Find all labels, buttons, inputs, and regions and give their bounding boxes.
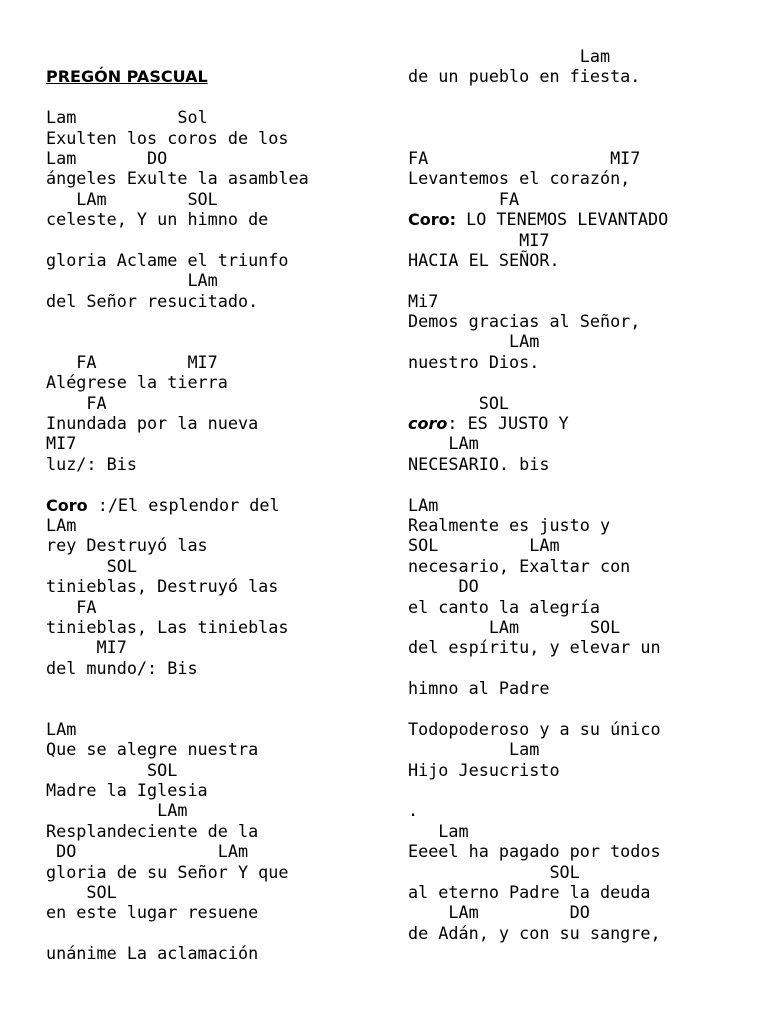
right-line xyxy=(408,658,748,678)
left-line: del mundo/: Bis xyxy=(46,657,198,678)
left-line: Exulten los coros de los xyxy=(46,127,289,148)
right-line: LAm xyxy=(408,331,540,352)
right-line xyxy=(408,87,748,107)
coro-label: Coro: xyxy=(408,210,457,230)
left-line: LAm xyxy=(46,514,77,535)
left-line: SOL xyxy=(46,882,117,903)
left-line: SOL xyxy=(46,555,137,576)
left-line: Alégrese la tierra xyxy=(46,372,228,393)
left-line: LAm xyxy=(46,718,77,739)
right-line: FA xyxy=(408,188,520,209)
left-line: tinieblas, Las tinieblas xyxy=(46,616,289,637)
right-line: Lam xyxy=(408,739,540,760)
right-line: SOL xyxy=(408,392,510,413)
right-line: Demos gracias al Señor, xyxy=(408,311,641,332)
left-line xyxy=(46,87,386,107)
right-line: Eeeel ha pagado por todos xyxy=(408,841,661,862)
left-line: rey Destruyó las xyxy=(46,535,208,556)
right-line: de un pueblo en fiesta. xyxy=(408,66,641,87)
right-line xyxy=(408,699,748,719)
left-line: Que se alegre nuestra xyxy=(46,739,259,760)
coro-line xyxy=(408,413,748,433)
left-line xyxy=(46,699,386,719)
right-line: el canto la alegría xyxy=(408,596,600,617)
left-line: gloria Aclame el triunfo xyxy=(46,249,289,270)
left-column xyxy=(46,46,386,964)
coro-label: Coro xyxy=(46,495,88,515)
right-line: Mi7 xyxy=(408,290,439,311)
left-line xyxy=(46,474,386,494)
right-line xyxy=(408,780,748,800)
right-line: DO xyxy=(408,576,479,597)
right-line: Realmente es justo y xyxy=(408,514,611,535)
right-line: Lam xyxy=(408,46,611,66)
right-line: del espíritu, y elevar un xyxy=(408,637,661,658)
left-line: tinieblas, Destruyó las xyxy=(46,576,279,597)
right-line: al eterno Padre la deuda xyxy=(408,882,651,903)
right-line: LAm DO xyxy=(408,902,590,923)
right-line xyxy=(408,270,748,290)
left-line: MI7 xyxy=(46,433,77,454)
right-line: necesario, Exaltar con xyxy=(408,555,631,576)
left-line: DO LAm xyxy=(46,841,249,862)
left-line xyxy=(46,678,386,698)
coro-text: :/El esplendor del xyxy=(87,494,280,515)
right-line: Hijo Jesucristo xyxy=(408,759,560,780)
left-line: Madre la Iglesia xyxy=(46,780,208,801)
right-column xyxy=(408,46,748,943)
right-line: SOL xyxy=(408,861,580,882)
page-title: PREGÓN PASCUAL xyxy=(46,67,208,87)
right-line xyxy=(408,128,748,148)
right-line: Todopoderoso y a su único xyxy=(408,718,661,739)
coro-label: coro xyxy=(408,414,448,434)
right-line: LAm SOL xyxy=(408,616,621,637)
right-line xyxy=(408,474,748,494)
right-line: himno al Padre xyxy=(408,678,550,699)
left-line: gloria de su Señor Y que xyxy=(46,861,289,882)
right-line: NECESARIO. bis xyxy=(408,453,550,474)
right-line: HACIA EL SEÑOR. xyxy=(408,249,560,270)
right-line: de Adán, y con su sangre, xyxy=(408,922,661,943)
left-line: LAm SOL xyxy=(46,188,218,209)
left-line: FA xyxy=(46,596,97,617)
left-line: FA xyxy=(46,392,107,413)
coro-line xyxy=(46,495,386,515)
left-line: MI7 xyxy=(46,637,127,658)
left-line: Inundada por la nueva xyxy=(46,413,259,434)
coro-text: : ES JUSTO Y xyxy=(447,413,569,434)
left-line: Lam DO xyxy=(46,147,168,168)
coro-line xyxy=(408,209,748,229)
left-line xyxy=(46,331,386,351)
right-line xyxy=(408,107,748,127)
left-line xyxy=(46,230,386,250)
right-line: LAm xyxy=(408,494,439,515)
left-line: en este lugar resuene xyxy=(46,902,259,923)
left-line xyxy=(46,311,386,331)
right-line xyxy=(408,372,748,392)
left-line: LAm xyxy=(46,800,188,821)
left-line: celeste, Y un himno de xyxy=(46,209,269,230)
right-line: FA MI7 xyxy=(408,147,641,168)
left-line: unánime La aclamación xyxy=(46,943,259,964)
left-line: del Señor resucitado. xyxy=(46,290,259,311)
left-line: FA MI7 xyxy=(46,351,218,372)
coro-text: LO TENEMOS LEVANTADO xyxy=(456,209,669,230)
right-line: Levantemos el corazón, xyxy=(408,168,631,189)
right-line: Lam xyxy=(408,820,469,841)
left-line xyxy=(46,923,386,943)
left-line xyxy=(46,46,386,66)
left-line: LAm xyxy=(46,270,218,291)
right-line: nuestro Dios. xyxy=(408,351,540,372)
left-line: ángeles Exulte la asamblea xyxy=(46,168,309,189)
right-line: SOL LAm xyxy=(408,535,560,556)
left-line: Resplandeciente de la xyxy=(46,820,259,841)
right-line: LAm xyxy=(408,433,479,454)
right-line: MI7 xyxy=(408,229,550,250)
right-line: . xyxy=(408,800,419,821)
left-line: SOL xyxy=(46,759,178,780)
left-line: Lam Sol xyxy=(46,107,208,128)
page-title-line xyxy=(46,66,386,86)
left-line: luz/: Bis xyxy=(46,453,137,474)
